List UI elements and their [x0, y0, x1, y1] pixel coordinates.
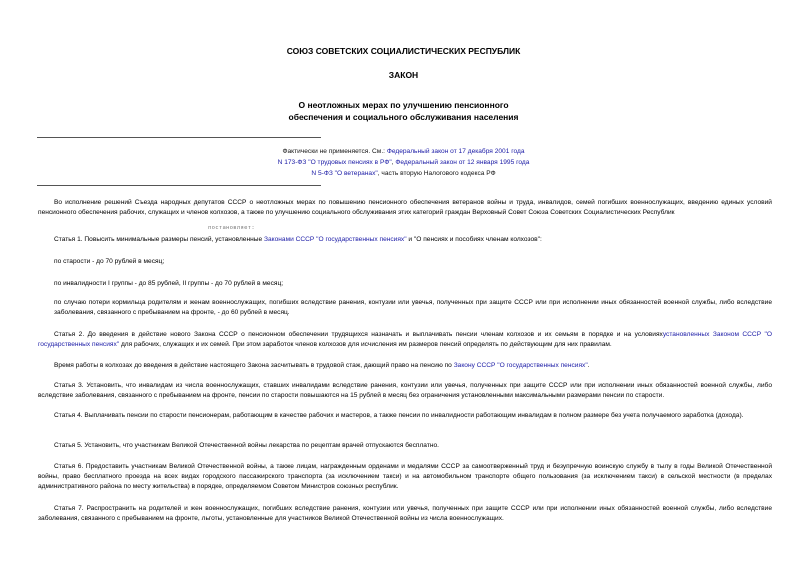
link-federal-law-1995[interactable]: Федеральный закон от 12 января 1995 года [395, 159, 530, 166]
link-veterans-law[interactable]: N 5-ФЗ "О ветеранах" [311, 170, 378, 177]
item-breadwinner-text: по случаю потери кормильца родителям и женам военнослужащих, погибших вследствие ранения, контузии или увечья, полученных при защите СССР или при исполнении иных обязанностей военной службы, либо вследствие заболевания, связанного с пребыванием на фронте, - до 60 рублей в месяц. [54, 299, 772, 316]
preamble: Во исполнение решений Съезда народных депутатов СССР о неотложных мерах по повышению пенсионного обеспечения ветеранов войны и труда, инвалидов, семей погибших военнослужащих, введению единых условий пенсионного обеспечения рабочих, служащих и членов колхозов, а также по улучшению социального обслуживания этих категорий граждан Верховный Совет Союза Советских Социалистических Республик [38, 199, 772, 216]
article-2-tail: для рабочих, служащих и их семей. При этом заработок членов колхозов для исчисления им размеров пенсий определять по действующим для них правилам. [119, 341, 612, 348]
article-1 [38, 235, 772, 245]
link-state-pensions-law-art2b[interactable]: Закону СССР "О государственных пенсиях" [453, 362, 588, 369]
article-6: Статья 6. Предоставить участникам Великой Отечественной войны, а также лицам, награжденным орденами и медалями СССР за самоотверженный труд и безупречную воинскую службу в тылу в годы Великой Отечественной войны, право бесплатного проезда на всех видах городского пассажирского транспорта (за исключением такси) и на автомобильном транспорте общего пользования (за исключением такси) в сельской местности (в пределах административного района по месту жительства) в порядке, определяемом Советом Министров союзных республик. [38, 463, 772, 490]
article-3: Статья 3. Установить, что инвалидам из числа военнослужащих, ставших инвалидами вследствие ранения, контузии или увечья, полученных при защите СССР или при исполнении иных обязанностей военной службы, либо вследствие заболевания, связанного с пребыванием на фронте, пенсии по старости повышаются на 15 рублей в месяц без ограничения установленными максимальными размерами пенсии по старости. [38, 382, 772, 399]
divider-top [37, 137, 321, 138]
law-title-line-2: обеспечения и социального обслуживания населения [288, 112, 519, 122]
law-title-line-1: О неотложных мерах по улучшению пенсионного [298, 100, 509, 110]
article-1-tail: и "О пенсиях и пособиях членам колхозов": [406, 236, 542, 243]
article-2b-tail: . [587, 362, 590, 369]
item-disability: по инвалидности I группы - до 85 рублей, II группы - до 70 рублей в месяц; [54, 280, 284, 287]
link-labour-pensions-law[interactable]: N 173-ФЗ "О трудовых пенсиях в РФ" [277, 159, 392, 166]
note-line-1 [0, 146, 807, 157]
article-2-paragraph-2 [38, 361, 772, 371]
article-7: Статья 7. Распространить на родителей и жен военнослужащих, погибших вследствие ранения, контузии или увечья, полученных при защите СССР или при исполнении иных обязанностей военной службы, либо вследствие заболевания, связанного с пребыванием на фронте, льготы, установленные для участников Великой Отечественной войны из числа военнослужащих. [38, 505, 772, 522]
item-old-age: по старости - до 70 рублей в месяц; [54, 258, 165, 265]
link-state-pensions-laws[interactable]: Законами СССР "О государственных пенсиях" [264, 236, 407, 243]
document-type: ЗАКОН [388, 70, 419, 80]
article-4: Статья 4. Выплачивать пенсии по старости пенсионерам, работающим в качестве рабочих и мастеров, а также пенсии по инвалидности работающим инвалидам в полном размере без учета получаемого заработка (дохода). [54, 412, 744, 419]
article-5: Статья 5. Установить, что участникам Великой Отечественной войны лекарства по рецептам врачей отпускаются бесплатно. [54, 442, 439, 449]
note-line-2 [0, 157, 807, 168]
divider-bottom [37, 185, 321, 186]
article-2-text: Статья 2. До введения в действие нового Закона СССР о пенсионном обеспечении трудящихся назначать и выплачивать пенсии членам колхозов и их семьям в порядке и на условиях [54, 331, 663, 338]
note-separator: , [391, 159, 396, 166]
link-federal-law-2001[interactable]: Федеральный закон от 17 декабря 2001 года [386, 148, 525, 155]
link-state-pensions-law-art2[interactable]: установленных Законом СССР "О государственных пенсиях" [38, 331, 772, 348]
note-line-3 [0, 168, 807, 179]
article-2b-text: Время работы в колхозах до введения в действие настоящего Закона засчитывать в трудовой стаж, дающий право на пенсию по [54, 362, 454, 369]
union-title: СОЮЗ СОВЕТСКИХ СОЦИАЛИСТИЧЕСКИХ РЕСПУБЛИК [286, 46, 521, 56]
note-text: Фактически не применяется. См.: [282, 148, 387, 155]
article-2 [38, 330, 772, 350]
note-tail: , часть вторую Налогового кодекса РФ [377, 170, 496, 177]
item-breadwinner [54, 298, 772, 318]
article-1-text: Статья 1. Повысить минимальные размеры пенсий, установленные [54, 236, 264, 243]
decree-stamp: постановляет: [208, 225, 255, 231]
